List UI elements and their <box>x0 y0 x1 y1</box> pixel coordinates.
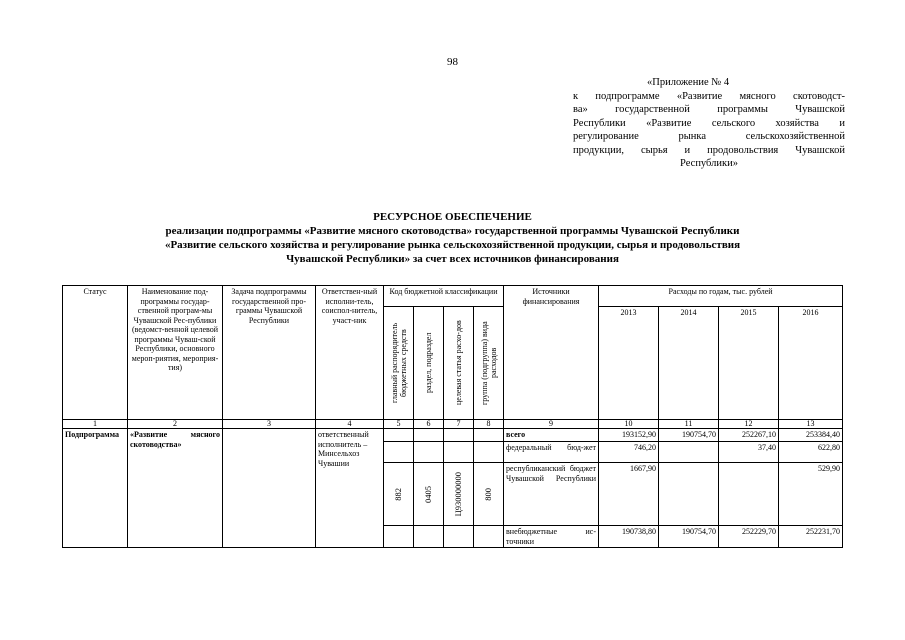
appendix-line: ва» государственной программы Чувашской <box>573 104 845 115</box>
column-number: 10 <box>599 420 659 429</box>
column-number: 9 <box>504 420 599 429</box>
header-code-label: группа (подгруппа) вида расходов <box>479 321 498 405</box>
code-cell <box>444 463 474 526</box>
appendix-note <box>573 76 845 171</box>
column-number: 8 <box>474 420 504 429</box>
document-title <box>0 210 905 266</box>
appendix-line: к подпрограмме «Развитие мясного скотоводст- <box>573 90 845 102</box>
header-code-section <box>414 307 444 420</box>
value-cell: 252229,70 <box>719 526 779 548</box>
header-status: Статус <box>63 286 128 420</box>
title-line: «Развитие сельского хозяйства и регулирование рынка сельскохозяйственной продукции, сырья и продовольствия <box>164 239 741 251</box>
header-code-label: целевая статья расхо-дов <box>454 320 463 406</box>
code-cell <box>384 463 414 526</box>
code-cell <box>384 526 414 548</box>
value-cell <box>659 442 719 463</box>
value-cell <box>659 463 719 526</box>
row-status: Подпрограмма <box>63 429 128 548</box>
column-number: 11 <box>659 420 719 429</box>
header-year: 2015 <box>719 307 779 420</box>
code-value: 0405 <box>423 485 433 503</box>
page-number: 98 <box>447 56 458 68</box>
code-cell <box>474 442 504 463</box>
column-number: 1 <box>63 420 128 429</box>
title-line: РЕСУРСНОЕ ОБЕСПЕЧЕНИЕ <box>373 211 532 223</box>
source-label: федеральный бюд-жет <box>504 442 599 463</box>
header-responsible: Ответствен-ный исполни-тель, соиспол-нитель, участ-ник <box>316 286 384 420</box>
code-cell <box>444 442 474 463</box>
column-number: 12 <box>719 420 779 429</box>
appendix-line: «Приложение № 4 <box>647 77 730 88</box>
value-cell: 529,90 <box>779 463 843 526</box>
source-label: всего <box>504 429 599 442</box>
resource-table <box>62 285 843 548</box>
code-cell <box>474 429 504 442</box>
value-cell: 37,40 <box>719 442 779 463</box>
code-cell <box>414 526 444 548</box>
source-label: внебюджетные ис-точники <box>504 526 599 548</box>
value-cell: 746,20 <box>599 442 659 463</box>
header-budget-code: Код бюджетной классификации <box>384 286 504 307</box>
column-number: 2 <box>128 420 223 429</box>
header-code-article <box>444 307 474 420</box>
source-label: республиканский бюджет Чувашской Республики <box>504 463 599 526</box>
row-task <box>223 429 316 548</box>
code-cell <box>414 442 444 463</box>
column-number: 3 <box>223 420 316 429</box>
code-value: 882 <box>393 487 403 501</box>
title-line: реализации подпрограммы «Развитие мясного скотоводства» государственной программы Чувашской Республики <box>165 225 740 237</box>
row-responsible-text: ответственный исполнитель – Минсельхоз Чувашии <box>318 430 369 468</box>
code-cell <box>414 463 444 526</box>
column-number: 6 <box>414 420 444 429</box>
code-cell <box>384 429 414 442</box>
appendix-line: регулирование рынка сельскохозяйственной <box>573 131 845 142</box>
header-task: Задача подпрограммы государственной про-граммы Чувашской Республики <box>223 286 316 420</box>
header-row <box>63 286 843 307</box>
column-number-row <box>63 420 843 429</box>
table-row <box>63 429 843 442</box>
header-code-manager <box>384 307 414 420</box>
appendix-line: Республики «Развитие сельского хозяйства и <box>573 117 845 129</box>
value-cell: 1667,90 <box>599 463 659 526</box>
header-code-label: главный распорядитель бюджетных средств <box>389 322 408 404</box>
header-sources: Источники финансирования <box>504 286 599 420</box>
value-cell <box>719 463 779 526</box>
code-value: Ц930000000 <box>453 471 463 517</box>
row-name <box>128 429 223 548</box>
appendix-line: продукции, сырья и продовольствия Чувашской <box>573 144 845 156</box>
row-name-text: «Развитие мясного скотоводства» <box>130 430 220 449</box>
code-value: 800 <box>483 487 494 501</box>
code-cell <box>384 442 414 463</box>
title-line: Чувашской Республики» за счет всех источников финансирования <box>286 253 619 265</box>
column-number: 7 <box>444 420 474 429</box>
value-cell: 622,80 <box>779 442 843 463</box>
value-cell: 190754,70 <box>659 429 719 442</box>
column-number: 13 <box>779 420 843 429</box>
row-responsible <box>316 429 384 548</box>
value-cell: 190738,80 <box>599 526 659 548</box>
code-cell <box>414 429 444 442</box>
value-cell: 252267,10 <box>719 429 779 442</box>
header-year: 2016 <box>779 307 843 420</box>
code-cell <box>444 526 474 548</box>
code-cell <box>474 463 504 526</box>
column-number: 4 <box>316 420 384 429</box>
value-cell: 253384,40 <box>779 429 843 442</box>
value-cell: 252231,70 <box>779 526 843 548</box>
header-code-group <box>474 307 504 420</box>
header-name: Наименование под-программы государ-ственной програм-мы Чувашской Рес-публики (ведомст-венной целевой программы Чуваш-ской Республики, основного мероп-риятия, мероприя-тия) <box>128 286 223 420</box>
value-cell: 193152,90 <box>599 429 659 442</box>
header-expenses: Расходы по годам, тыс. рублей <box>599 286 843 307</box>
appendix-line: Республики» <box>680 158 738 169</box>
value-cell: 190754,70 <box>659 526 719 548</box>
column-number: 5 <box>384 420 414 429</box>
header-year: 2013 <box>599 307 659 420</box>
code-cell <box>474 526 504 548</box>
code-cell <box>444 429 474 442</box>
header-code-label: раздел, подраздел <box>424 332 433 394</box>
header-year: 2014 <box>659 307 719 420</box>
